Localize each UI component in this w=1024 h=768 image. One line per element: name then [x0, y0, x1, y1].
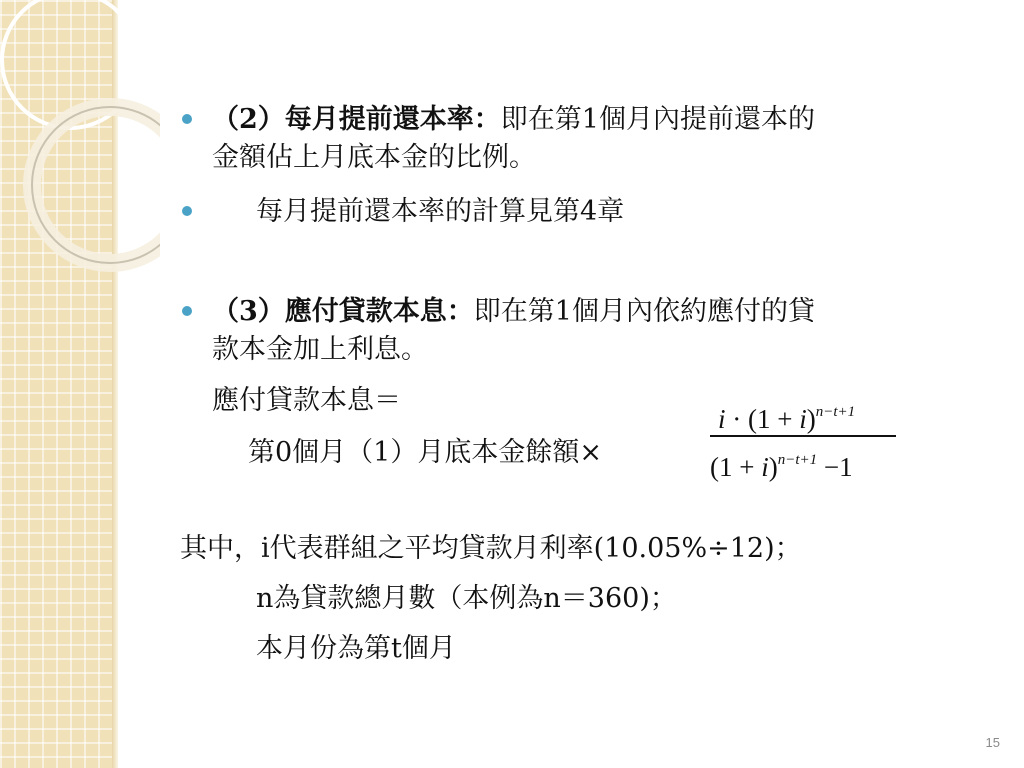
formula-lhs: 應付貸款本息＝	[212, 385, 401, 416]
fraction-bar	[710, 435, 896, 437]
formula-term: 第0個月（1）月底本金餘額×	[248, 437, 602, 468]
denominator-close: )	[768, 452, 778, 482]
bullet2-text: 每月提前還本率的計算見第4章	[256, 196, 625, 227]
bullet3-line1	[212, 295, 815, 329]
denominator-minus: −1	[817, 452, 853, 482]
numerator-exponent: n−t+1	[815, 404, 856, 420]
note-current-month: 本月份為第t個月	[256, 633, 456, 664]
note-months: n為貸款總月數（本例為n＝360)；	[256, 583, 677, 614]
bullet-dot	[182, 114, 192, 124]
bullet3-line2: 款本金加上利息。	[212, 334, 428, 365]
bullet1-text-a: 即在第1個月內提前還本的	[500, 104, 815, 135]
fraction-denominator	[710, 443, 853, 484]
numerator-close: )	[806, 404, 816, 434]
page-number: 15	[985, 735, 1000, 750]
numerator-dot: · (1 +	[725, 404, 800, 434]
fraction-numerator	[718, 395, 855, 436]
bullet1-line2: 金額佔上月底本金的比例。	[212, 142, 536, 173]
numerator-i2: i	[799, 404, 807, 434]
bullet3-text-a: 即在第1個月內依約應付的貸	[473, 296, 815, 327]
bullet1-line1	[212, 103, 815, 137]
bullet-dot	[182, 206, 192, 216]
denominator-exponent: n−t+1	[777, 452, 818, 468]
bullet1-colon: ：	[473, 104, 501, 135]
bullet3-colon: ：	[446, 296, 474, 327]
numerator-i: i	[718, 404, 726, 434]
bullet1-heading: （2）每月提前還本率	[212, 104, 474, 135]
note-rate: 其中，i代表群組之平均貸款月利率(10.05%÷12)；	[180, 533, 802, 564]
formula-fraction	[706, 395, 896, 487]
bullet3-heading: （3）應付貸款本息	[212, 296, 447, 327]
denominator-i: i	[761, 452, 769, 482]
denominator-open: (1 +	[710, 452, 762, 482]
bullet-dot	[182, 306, 192, 316]
